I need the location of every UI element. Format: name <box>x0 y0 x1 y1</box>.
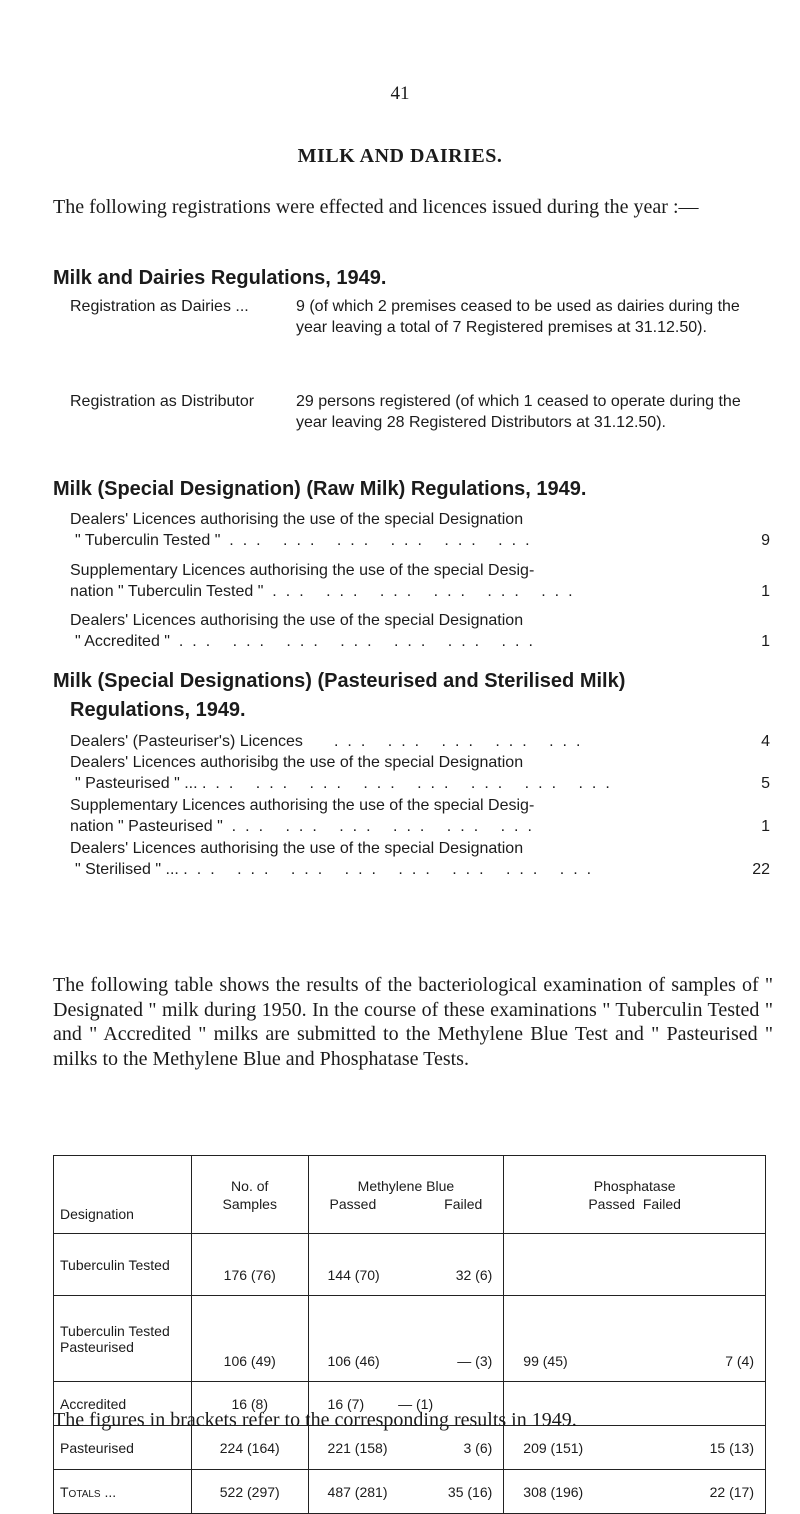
section2-item-accredited <box>70 610 770 654</box>
results-table <box>53 1155 766 1514</box>
body-paragraph: The following table shows the results of the bacteriological examination of samples of " Designated " milk during 1950. In the course of these examinations " Tuberculin Tested " and " Accredited " milks are submitted to the Methylene Blue Test and " Pasteurised " milks to the Methylene Blue and Phosphatase Tests. <box>53 974 773 1070</box>
row-samples: 176 (76) <box>191 1234 308 1296</box>
row-designation: Accredited <box>54 1382 192 1426</box>
item-line1: Dealers' Licences authorisibg the use of the special Designation <box>70 754 524 771</box>
row-samples: 16 (8) <box>191 1382 308 1426</box>
section1-item-dairies <box>70 296 770 388</box>
row-phosphatase: 308 (196) 22 (17) <box>504 1470 766 1514</box>
header-designation: Designation <box>54 1156 192 1234</box>
section3-heading-line2: Regulations, 1949. <box>70 699 246 721</box>
section2-heading: Milk (Special Designation) (Raw Milk) Regulations, 1949. <box>53 478 587 500</box>
row-methylene: 144 (70) 32 (6) <box>308 1234 504 1296</box>
row-samples: 224 (164) <box>191 1426 308 1470</box>
table-row-totals <box>54 1470 766 1514</box>
table-row <box>54 1426 766 1470</box>
intro-paragraph: The following registrations were effected and licences issued during the year :— <box>53 196 699 218</box>
row-designation: Tuberculin Tested <box>54 1234 192 1296</box>
row-designation: Tuberculin Tested Pasteurised <box>54 1296 192 1382</box>
section1-item-distributor <box>70 391 770 461</box>
item-value: 9 <box>761 532 770 549</box>
item-value: 5 <box>761 775 770 792</box>
item-line2: nation " Pasteurised " ... ... ... ... ... ... <box>70 818 541 835</box>
header-methylene-blue: Methylene Blue Passed Failed <box>308 1156 504 1234</box>
section3-item-supplementary <box>70 795 770 839</box>
item-value: 1 <box>761 818 770 835</box>
row-samples: 522 (297) <box>191 1470 308 1514</box>
footer-note: The figures in brackets refer to the corresponding results in 1949. <box>53 1409 577 1431</box>
section2-item-tt-dealers <box>70 509 770 553</box>
row-methylene: 221 (158) 3 (6) <box>308 1426 504 1470</box>
item-line2: " Pasteurised " ... ... ... ... ... ... ... ... ... <box>75 775 619 792</box>
header-samples: No. of Samples <box>191 1156 308 1234</box>
item-line1: Supplementary Licences authorising the use of the special Desig- <box>70 797 535 814</box>
row-phosphatase: 99 (45) 7 (4) <box>504 1296 766 1382</box>
row-methylene: 106 (46) — (3) <box>308 1296 504 1382</box>
item-line1: Dealers' Licences authorising the use of the special Designation <box>70 612 524 629</box>
dairies-text: 9 (of which 2 premises ceased to be used as dairies during the year leaving a total of 7 Registered premises at 31.12.50). <box>296 298 740 336</box>
page-title: MILK AND DAIRIES. <box>297 145 503 167</box>
item-line1: Dealers' Licences authorising the use of the special Designation <box>70 840 524 857</box>
row-samples: 106 (49) <box>191 1296 308 1382</box>
row-designation: Pasteurised <box>54 1426 192 1470</box>
item-value: 1 <box>761 583 770 600</box>
section3-item-pasteuriser <box>70 731 770 753</box>
item-line2: " Tuberculin Tested " ... ... ... ... ... ... <box>75 532 539 549</box>
row-methylene: 16 (7) — (1) <box>308 1382 504 1426</box>
section3-item-pasteurised <box>70 752 770 796</box>
table-row <box>54 1234 766 1296</box>
row-phosphatase: 209 (151) 15 (13) <box>504 1426 766 1470</box>
table-row <box>54 1296 766 1382</box>
item-value: 1 <box>761 633 770 650</box>
item-line1: Supplementary Licences authorising the use of the special Desig- <box>70 562 535 579</box>
item-line1: Dealers' Licences authorising the use of the special Designation <box>70 511 524 528</box>
dairies-label: Registration as Dairies ... <box>70 298 249 315</box>
item-line2: nation " Tuberculin Tested " ... ... ... ... ... ... <box>70 583 582 600</box>
distributor-label: Registration as Distributor <box>70 393 255 410</box>
header-phosphatase: Phosphatase Passed Failed <box>504 1156 766 1234</box>
table-header-row <box>54 1156 766 1234</box>
item-line1: Dealers' (Pasteuriser's) Licences ... ... ... ... ... <box>70 733 590 750</box>
row-methylene: 487 (281) 35 (16) <box>308 1470 504 1514</box>
section3-item-sterilised <box>70 838 770 882</box>
section3-heading-line1: Milk (Special Designations) (Pasteurised and Sterilised Milk) <box>53 670 626 692</box>
item-line2: " Sterilised " ... ... ... ... ... ... ... ... ... <box>75 861 601 878</box>
row-phosphatase <box>504 1234 766 1296</box>
row-designation: Totals ... <box>54 1470 192 1514</box>
distributor-text: 29 persons registered (of which 1 ceased to operate during the year leaving 28 Registered Distributors at 31.12.50). <box>296 393 741 431</box>
item-value: 22 <box>752 861 770 878</box>
page-number: 41 <box>390 83 410 104</box>
item-line2: " Accredited " ... ... ... ... ... ... ... <box>75 633 542 650</box>
item-value: 4 <box>761 733 770 750</box>
section2-item-tt-supplementary <box>70 560 770 604</box>
section1-heading: Milk and Dairies Regulations, 1949. <box>53 267 387 289</box>
